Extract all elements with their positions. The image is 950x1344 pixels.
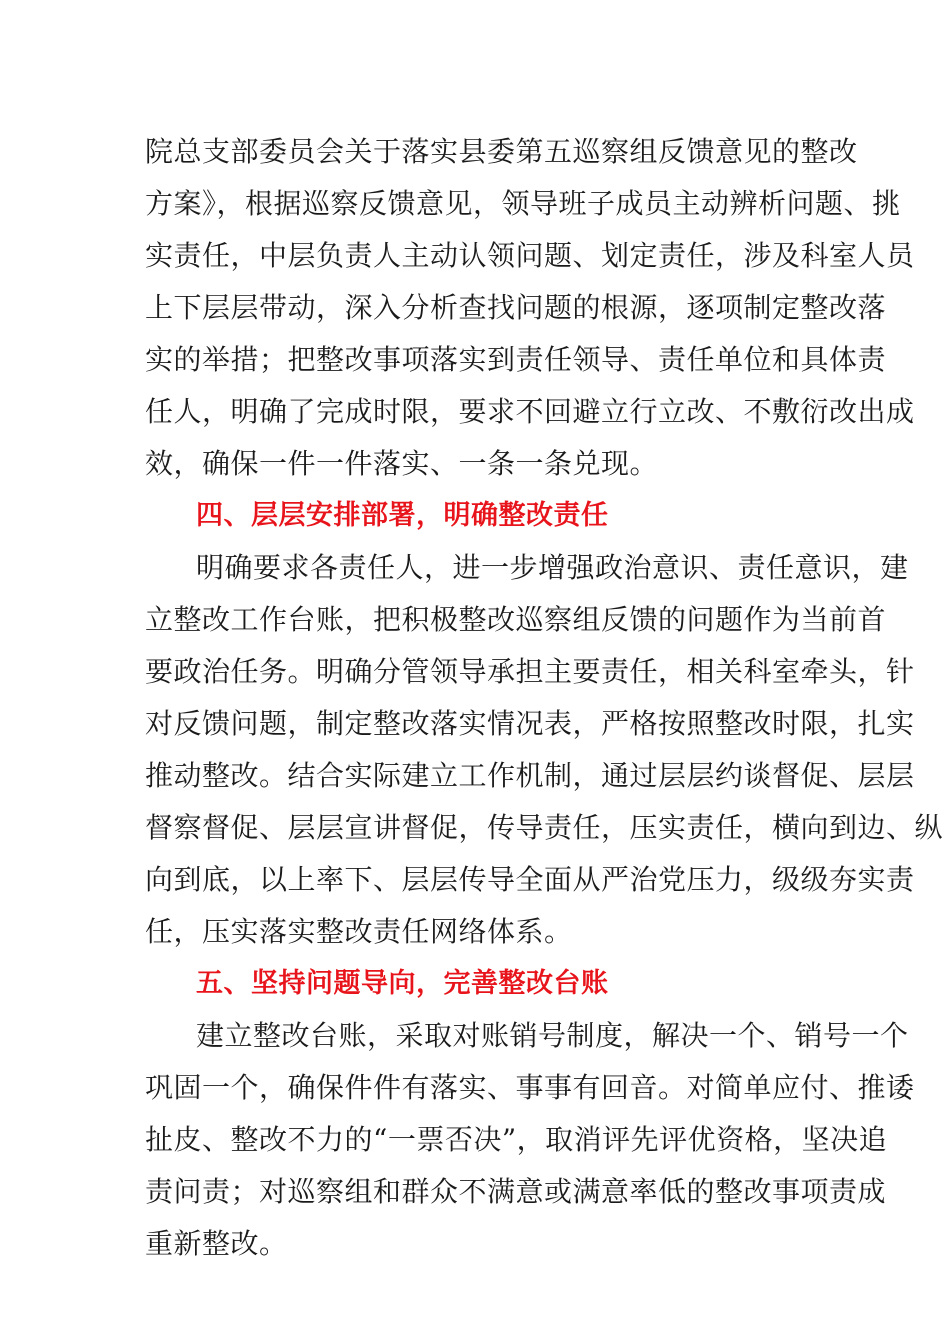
paragraph-1-line: 任人，明确了完成时限，要求不回避立行立改、不敷衍改出成: [145, 395, 915, 428]
paragraph-3-line: 巩固一个，确保件件有落实、事事有回音。对简单应付、推诿: [145, 1071, 915, 1104]
section-heading-5: 五、坚持问题导向，完善整改台账: [196, 968, 609, 999]
paragraph-2-line: 督察督促、层层宣讲督促，传导责任，压实责任，横向到边、纵: [145, 811, 944, 844]
paragraph-1-line: 实的举措；把整改事项落实到责任领导、责任单位和具体责: [145, 343, 887, 376]
paragraph-1-line: 实责任，中层负责人主动认领问题、划定责任，涉及科室人员: [145, 239, 915, 272]
paragraph-2-line: 向到底，以上率下、层层传导全面从严治党压力，级级夯实责: [145, 863, 915, 896]
paragraph-3-line: 扯皮、整改不力的“一票否决”，取消评先评优资格，坚决追: [145, 1123, 888, 1156]
paragraph-2-line: 要政治任务。明确分管领导承担主要责任，相关科室牵头，针: [145, 655, 915, 688]
paragraph-3-line: 建立整改台账，采取对账销号制度，解决一个、销号一个: [196, 1019, 909, 1052]
paragraph-2-line: 推动整改。结合实际建立工作机制，通过层层约谈督促、层层: [145, 759, 915, 792]
paragraph-1-line: 上下层层带动，深入分析查找问题的根源，逐项制定整改落: [145, 291, 887, 324]
paragraph-3-line: 责问责；对巡察组和群众不满意或满意率低的整改事项责成: [145, 1175, 887, 1208]
paragraph-1-line: 方案》，根据巡察反馈意见，领导班子成员主动辨析问题、挑: [145, 187, 901, 220]
section-heading-4: 四、层层安排部署，明确整改责任: [196, 500, 609, 531]
paragraph-2-line: 任，压实落实整改责任网络体系。: [145, 915, 573, 948]
paragraph-2-line: 对反馈问题，制定整改落实情况表，严格按照整改时限，扎实: [145, 707, 915, 740]
paragraph-2-line: 立整改工作台账，把积极整改巡察组反馈的问题作为当前首: [145, 603, 887, 636]
paragraph-3-line: 重新整改。: [145, 1227, 288, 1260]
paragraph-1-line: 效，确保一件一件落实、一条一条兑现。: [145, 447, 659, 480]
paragraph-2-line: 明确要求各责任人，进一步增强政治意识、责任意识，建: [196, 551, 909, 584]
paragraph-1-line: 院总支部委员会关于落实县委第五巡察组反馈意见的整改: [145, 135, 858, 168]
